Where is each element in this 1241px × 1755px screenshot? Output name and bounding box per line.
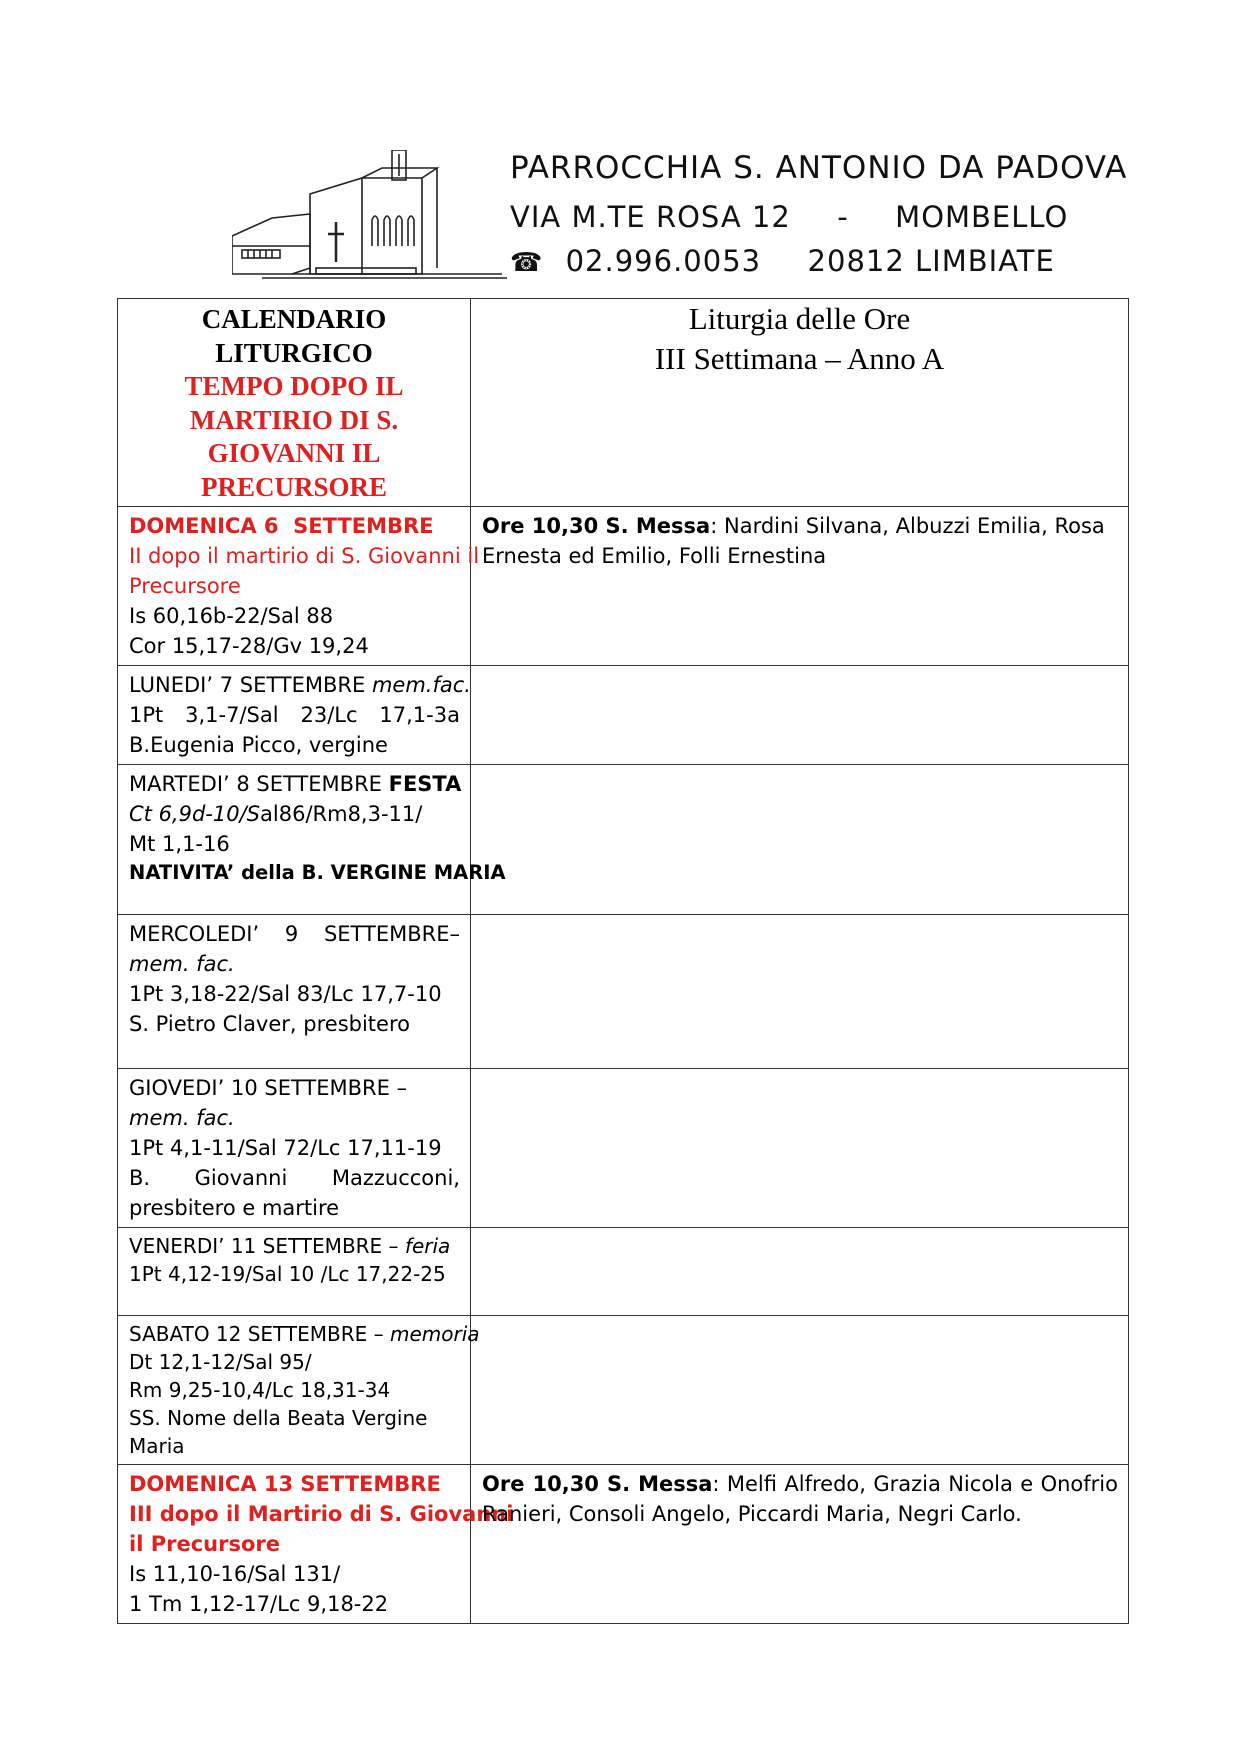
day-saint: B.Eugenia Picco, vergine: [129, 733, 388, 757]
day-title-line: [129, 769, 460, 799]
day-saint: SS. Nome della Beata Vergine: [129, 1406, 428, 1430]
season-line3: GIOVANNI IL: [207, 438, 381, 468]
day-readings: 1Pt 3,18-22/Sal 83/Lc 17,7-10: [129, 982, 442, 1006]
mass-intentions-cell: [471, 507, 1129, 666]
day-feast: NATIVITA’ della B. VERGINE MARIA: [129, 861, 506, 884]
day-saint: [129, 1163, 460, 1193]
season-line1: TEMPO DOPO IL: [184, 371, 404, 401]
day-title: VENERDI’ 11 SETTEMBRE –: [129, 1234, 405, 1258]
day-readings-2: Rm 9,25-10,4/Lc 18,31-34: [129, 1378, 391, 1402]
day-rank: FESTA: [388, 772, 462, 796]
day-title: DOMENICA 6 SETTEMBRE: [129, 514, 434, 538]
calendar-title-cell: [118, 299, 471, 507]
day-cell: [118, 507, 480, 666]
day-title: DOMENICA 13 SETTEMBRE: [129, 1472, 441, 1496]
day-readings: 1Pt 4,12-19/Sal 10 /Lc 17,22-25: [129, 1262, 446, 1286]
title-part: MERCOLEDI’: [129, 922, 260, 946]
day-cell: [118, 666, 471, 765]
day-subtitle: III dopo il Martirio di S. Giovanni: [129, 1502, 514, 1526]
season-line4: PRECURSORE: [200, 471, 388, 502]
day-title-line: [129, 1320, 480, 1348]
table-row: [118, 1316, 1129, 1465]
title-part: SETTEMBRE–: [323, 922, 460, 946]
table-row: [118, 1069, 1129, 1228]
day-saint-2: Maria: [129, 1434, 185, 1458]
day-saint-2: presbitero e martire: [129, 1196, 340, 1220]
saint-part: Mazzucconi,: [331, 1166, 460, 1190]
reading-part: 1Pt: [129, 703, 164, 727]
day-title: LUNEDI’ 7 SETTEMBRE: [129, 673, 372, 697]
day-readings-2: 1 Tm 1,12-17/Lc 9,18-22: [129, 1592, 389, 1616]
table-row: [118, 915, 1129, 1069]
reading-part: 3,1-7/Sal: [185, 703, 279, 727]
season-line2: MARTIRIO DI S.: [189, 404, 399, 435]
day-readings: Is 60,16b-22/Sal 88: [129, 604, 334, 628]
table-row: [118, 1228, 1129, 1316]
church-logo: [232, 150, 512, 284]
day-title: [129, 919, 460, 949]
day-title-line: [129, 1232, 460, 1260]
mass-intentions-cell: [471, 666, 1129, 765]
table-row: [118, 765, 1129, 915]
calendar-title-line1: CALENDARIO: [201, 304, 387, 334]
mass-intentions-cell: [471, 915, 1129, 1069]
day-cell: [118, 1228, 471, 1316]
mass-intentions-cell: [471, 1465, 1129, 1624]
locality: MOMBELLO: [895, 200, 1069, 234]
postcode-city: 20812 LIMBIATE: [807, 244, 1055, 278]
day-cell: [118, 765, 506, 915]
saint-part: Giovanni: [194, 1166, 288, 1190]
calendar-title-line2: LITURGICO: [215, 337, 373, 368]
day-title: GIOVEDI’ 10 SETTEMBRE –: [129, 1076, 408, 1100]
address-separator: -: [837, 200, 849, 234]
day-cell: [118, 1316, 480, 1465]
day-readings-2: Cor 15,17-28/Gv 19,24: [129, 634, 369, 658]
liturgy-hours-cell: [471, 299, 1129, 507]
day-rank: mem. fac.: [129, 952, 235, 976]
day-title: MARTEDI’ 8 SETTEMBRE: [129, 772, 389, 796]
telephone-icon: ☎: [510, 248, 544, 278]
day-readings: [129, 799, 460, 829]
mass-intentions-cell: [471, 1228, 1129, 1316]
table-row: [118, 1465, 1129, 1624]
phone-number: 02.996.0053: [565, 244, 762, 278]
table-header-row: [118, 299, 1129, 507]
table-row: [118, 666, 1129, 765]
liturgical-calendar-table: [117, 298, 1129, 1624]
day-readings: [129, 700, 460, 730]
day-subtitle: II dopo il martirio di S. Giovanni il: [129, 544, 480, 568]
mass-intentions-cell: [471, 1316, 1129, 1465]
title-part: 9: [284, 922, 299, 946]
day-readings: Is 11,10-16/Sal 131/: [129, 1562, 341, 1586]
saint-part: B.: [129, 1166, 151, 1190]
letterhead: [0, 0, 1241, 300]
day-rank: memoria: [390, 1322, 480, 1346]
day-rank: mem.fac.: [371, 673, 471, 697]
mass-time: Ore 10,30 S. Messa: [482, 1472, 713, 1496]
day-cell: [118, 1069, 471, 1228]
mass-intentions: : Melfi Alfredo, Grazia Nicola e Onofrio Ranieri, Consoli Angelo, Piccardi Maria, Negri Carlo.: [482, 1472, 1118, 1526]
day-subtitle-2: Precursore: [129, 574, 241, 598]
day-rank: mem. fac.: [129, 1106, 235, 1130]
day-readings-2: Mt 1,1-16: [129, 832, 230, 856]
mass-time: Ore 10,30 S. Messa: [482, 514, 711, 538]
day-title-line: [129, 670, 471, 700]
day-readings: 1Pt 4,1-11/Sal 72/Lc 17,11-19: [129, 1136, 442, 1160]
contact-line: [510, 244, 1055, 278]
parish-name: PARROCCHIA S. ANTONIO DA PADOVA: [510, 150, 1128, 186]
table-row: [118, 507, 1129, 666]
mass-intentions-cell: [471, 765, 1129, 915]
mass-intentions: : Nardini Silvana, Albuzzi Emilia, Rosa Ernesta ed Emilio, Folli Ernestina: [482, 514, 1105, 568]
day-cell: [118, 1465, 514, 1624]
liturgy-title: Liturgia delle Ore: [688, 301, 911, 336]
day-rank: feria: [404, 1234, 451, 1258]
day-title: SABATO 12 SETTEMBRE –: [129, 1322, 390, 1346]
day-cell: [118, 915, 471, 1069]
liturgy-week: III Settimana – Anno A: [654, 341, 945, 376]
reading-part: Ct 6,9d-10/S: [129, 802, 261, 826]
reading-part: 17,1-3a: [379, 703, 460, 727]
address: VIA M.TE ROSA 12: [510, 200, 791, 234]
day-subtitle-2: il Precursore: [129, 1532, 280, 1556]
address-line: [510, 200, 1068, 234]
day-saint: S. Pietro Claver, presbitero: [129, 1012, 410, 1036]
reading-part: 23/Lc: [300, 703, 358, 727]
day-readings: Dt 12,1-12/Sal 95/: [129, 1350, 312, 1374]
mass-intentions-cell: [471, 1069, 1129, 1228]
reading-part: al86/Rm8,3-11/: [260, 802, 423, 826]
